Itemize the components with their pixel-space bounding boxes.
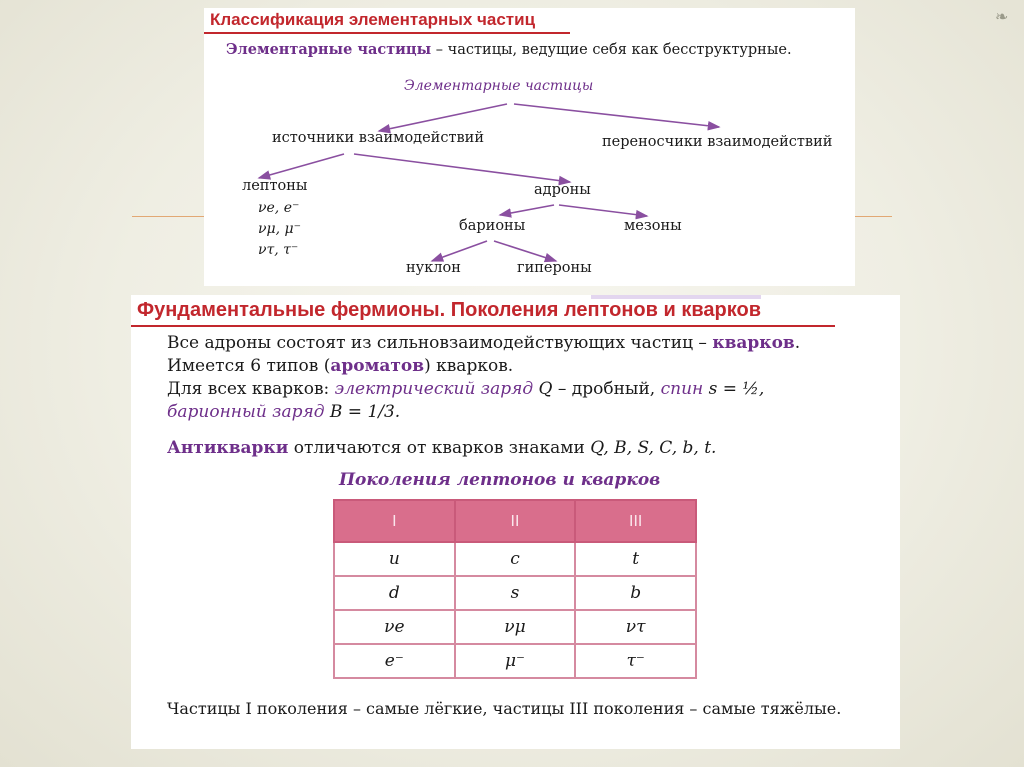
table-title: Поколения лептонов и кварков — [339, 470, 661, 490]
table-row — [334, 644, 696, 678]
text-line-4 — [167, 402, 400, 422]
table-cell: u — [334, 542, 455, 576]
header-gen-3: III — [575, 500, 696, 542]
definition-term: Элементарные частицы — [226, 41, 432, 58]
table-row — [334, 576, 696, 610]
table-header-row — [334, 500, 696, 542]
table-cell: b — [575, 576, 696, 610]
arrow-root-to-carriers — [514, 104, 719, 127]
baryon-charge-value: B = 1/3. — [324, 402, 401, 422]
line2-end: ) кварков. — [424, 356, 514, 376]
line1-end: . — [794, 333, 801, 353]
table-cell: μ⁻ — [455, 644, 576, 678]
table-cell: e⁻ — [334, 644, 455, 678]
line2-text: Имеется 6 типов ( — [167, 356, 331, 376]
table-cell: s — [455, 576, 576, 610]
arrow-root-to-sources — [379, 104, 507, 131]
spin-value: s = ½, — [703, 379, 765, 399]
arrow-hadrons-to-mesons — [559, 205, 647, 216]
line1-text: Все адроны состоят из сильновзаимодействующих частиц – — [167, 333, 713, 353]
charge-symbol: Q — [533, 379, 553, 399]
arrow-hadrons-to-baryons — [500, 205, 554, 215]
fermions-title-underline — [131, 325, 835, 327]
table-row — [334, 542, 696, 576]
tree-hadrons: адроны — [534, 182, 591, 198]
arrow-baryons-to-nucleon — [432, 241, 487, 261]
lepton-pair-1: νe, e⁻ — [258, 200, 300, 216]
tree-sources: источники взаимодействий — [272, 130, 484, 146]
lepton-pair-2: νμ, μ⁻ — [258, 221, 301, 237]
table-cell: νμ — [455, 610, 576, 644]
line3-text: Для всех кварков: — [167, 379, 335, 399]
spin-term: спин — [660, 379, 704, 399]
tree-root: Элементарные частицы — [404, 78, 594, 94]
classification-title: Классификация элементарных частиц — [210, 10, 536, 29]
header-gen-1: I — [334, 500, 455, 542]
slide-corner-icon: ❧ — [995, 7, 1009, 26]
table-row — [334, 610, 696, 644]
tree-nucleon: нуклон — [406, 260, 461, 276]
fermions-slide — [131, 295, 900, 749]
antiquarks-text: отличаются от кварков знаками — [288, 438, 591, 458]
antiquarks-line — [167, 438, 716, 458]
text-line-1 — [167, 333, 800, 353]
text-line-3 — [167, 379, 764, 399]
tree-hyperons: гипероны — [517, 260, 592, 276]
classification-slide — [204, 8, 855, 286]
decorative-line-right — [855, 216, 892, 217]
quarks-term: кварков — [712, 333, 795, 353]
generations-note: Частицы I поколения – самые лёгкие, частицы III поколения – самые тяжёлые. — [167, 699, 842, 718]
arrow-baryons-to-hyperons — [494, 241, 556, 261]
decorative-line-left — [132, 216, 204, 217]
baryon-charge-term: барионный заряд — [167, 402, 325, 422]
flavors-term: ароматов — [330, 356, 425, 376]
charge-term: электрический заряд — [334, 379, 534, 399]
fermions-title: Фундаментальные фермионы. Поколения лептонов и кварков — [137, 299, 761, 321]
antiquarks-term: Антикварки — [167, 438, 289, 458]
table-cell: c — [455, 542, 576, 576]
tree-baryons: барионы — [459, 218, 526, 234]
table-cell: d — [334, 576, 455, 610]
generations-table — [333, 499, 697, 679]
tree-mesons: мезоны — [624, 218, 682, 234]
table-cell: τ⁻ — [575, 644, 696, 678]
lepton-pair-3: ντ, τ⁻ — [258, 242, 299, 258]
arrow-sources-to-leptons — [259, 154, 344, 178]
definition-rest: – частицы, ведущие себя как бесструктурные. — [431, 42, 792, 58]
header-gen-2: II — [455, 500, 576, 542]
table-cell: ντ — [575, 610, 696, 644]
line3-mid: – дробный, — [552, 379, 661, 399]
table-cell: νe — [334, 610, 455, 644]
text-line-2 — [167, 356, 513, 376]
tree-carriers: переносчики взаимодействий — [602, 134, 833, 150]
antiquarks-signs: Q, B, S, C, b, t. — [590, 438, 717, 458]
table-cell: t — [575, 542, 696, 576]
arrow-sources-to-hadrons — [354, 154, 570, 182]
tree-leptons: лептоны — [242, 178, 308, 194]
